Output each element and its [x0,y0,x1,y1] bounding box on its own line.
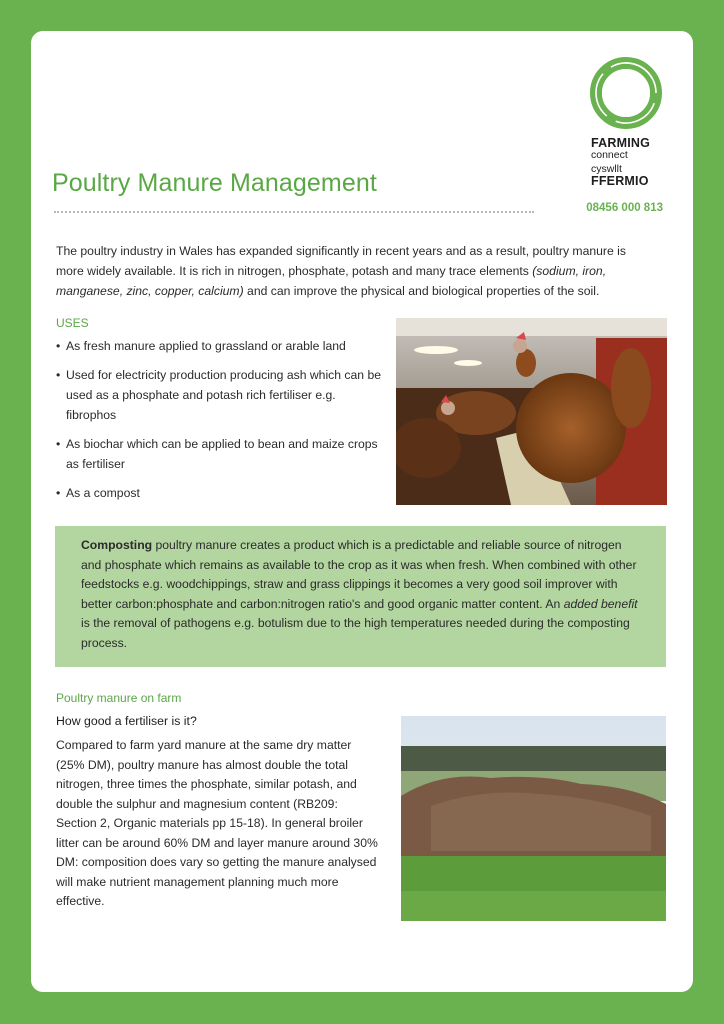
uses-item: • As a compost [56,483,381,503]
farming-connect-logo [581,53,671,133]
composting-text [81,536,641,653]
hens-photo [396,318,667,505]
page-title: Poultry Manure Management [52,169,377,197]
composting-lead: Composting [81,538,153,552]
intro-paragraph [56,241,646,301]
brand-line-cyswllt: cyswllt [591,163,622,175]
composting-body: poultry manure creates a product which is a predictable and reliable source of nitrogen and phosphate which remains as available to the crop as it was when fresh. When combined with other feedstocks e.g. woodchippings, straw and grass clippings it becomes a very good soil improver with better carbon:phosphate and carbon:nitrogen ratio's and good organic matter content. An [81,538,637,611]
uses-heading: USES [56,316,89,330]
intro-text-end: and can improve the physical and biological properties of the soil. [243,284,600,298]
composting-emphasis: added benefit [563,596,638,611]
uses-item: • Used for electricity production producing ash which can be used as a phosphate and potash rich fertiliser e.g. fibrophos [56,365,381,425]
uses-item: • As biochar which can be applied to bean and maize crops as fertiliser [56,434,381,474]
brand-line-connect: connect [591,148,628,161]
intro-trace-elements: (sodium, iron, manganese, zinc, copper, calcium) [56,264,607,298]
uses-list [56,336,381,512]
farm-subheading: How good a fertiliser is it? [56,714,197,728]
brand-line-farming: FARMING [591,136,651,150]
manure-heap-image-icon [401,716,666,921]
swirl-logo-icon [586,53,666,133]
brand-wordmark [591,137,671,187]
manure-photo [401,716,666,921]
farm-heading: Poultry manure on farm [56,691,182,705]
brand-line-ffermio: FFERMIO [591,173,649,188]
page-card [31,31,693,992]
uses-item: • As fresh manure applied to grassland or arable land [56,336,381,356]
intro-text: The poultry industry in Wales has expanded significantly in recent years and as a result, poultry manure is more widely available. It is rich in nitrogen, phosphate, potash and many trace elements [56,244,626,278]
dotted-divider [54,211,534,213]
helpline-phone: 08456 000 813 [586,202,663,214]
hens-image-icon [396,318,667,505]
farm-paragraph: Compared to farm yard manure at the same dry matter (25% DM), poultry manure has almost double the total nitrogen, three times the phosphate, similar potash, and double the sulphur and magnesium content (RB209: Section 2, Organic materials pp 15-18). In general broiler litter can be around 60% DM and layer manure around 30% DM: composition does vary so getting the manure analysed will make nutrient management planning much more effective. [56,738,378,908]
composting-body-end: is the removal of pathogens e.g. botulism due to the high temperatures needed during the composting process. [81,616,630,650]
composting-callout [55,526,666,667]
